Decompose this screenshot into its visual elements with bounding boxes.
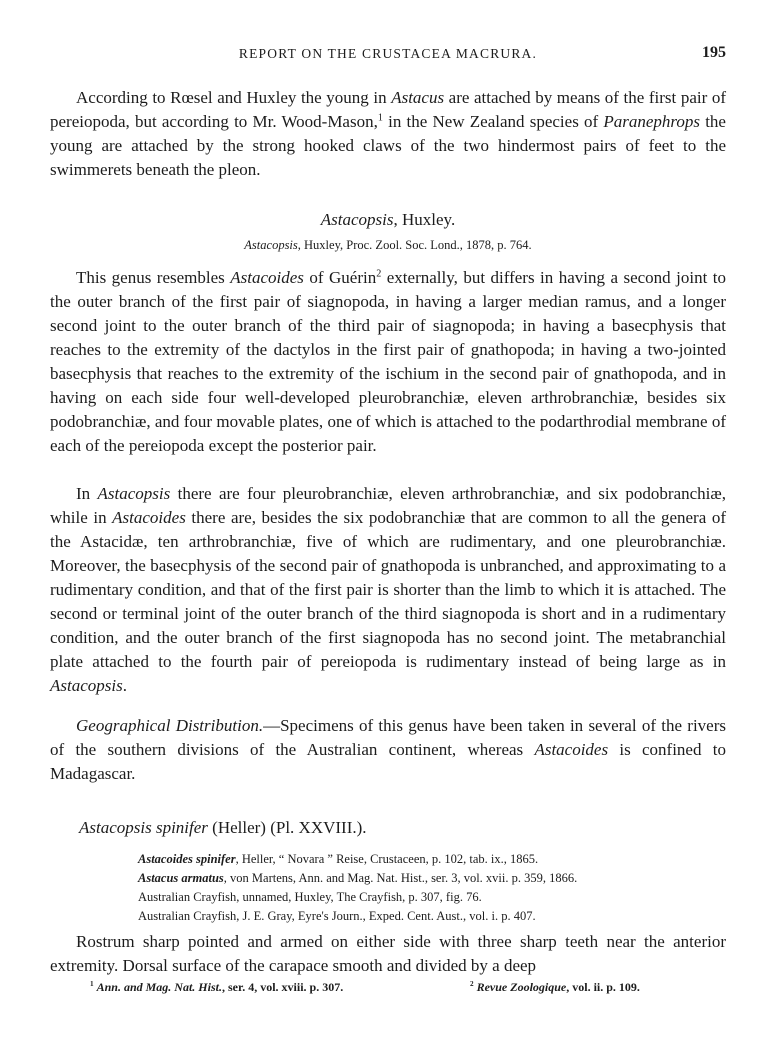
footnote-ref-2: 2: [376, 268, 382, 280]
synonymy-entry: Astacus armatus, von Martens, Ann. and Mag. Nat. Hist., ser. 3, vol. xvii. p. 359, 1866.: [138, 871, 578, 885]
footnote-1: $^1$ Ann. and Mag. Nat. Hist., ser. 4, vol. xviii. p. 307.: [90, 980, 344, 994]
distribution-label: Geographical Distribution.: [76, 716, 264, 735]
synonymy-entry: Australian Crayfish, unnamed, Huxley, The Crayfish, p. 307, fig. 76.: [138, 890, 482, 904]
synonymy-entry: Australian Crayfish, J. E. Gray, Eyre's Journ., Exped. Cent. Aust., vol. i. p. 407.: [138, 909, 536, 923]
running-header: [50, 46, 726, 66]
footnote-ref-1: 1: [377, 112, 383, 124]
paragraph-intro: According to Rœsel and Huxley the young in Astacus are attached by means of the first pair of pereiopoda, but according to Mr. Wood-Mason,$^1$ in the New Zealand species of Paranephrops the young are attached by the strong hooked claws of the two hindermost pairs of feet to the swimmerets beneath the pleon.: [50, 88, 726, 179]
running-title: REPORT ON THE CRUSTACEA MACRURA.: [238, 46, 538, 61]
footnote-2: $^2$ Revue Zoologique, vol. ii. p. 109.: [470, 980, 640, 994]
paragraph-genus-comparison: In Astacopsis there are four pleurobranchiæ, eleven arthrobranchiæ, and six podobranchiæ, while in Astacoides there are, besides the six podobranchiæ that are common to all the genera of the Astacidæ, ten arthrobranchiæ, five of which are rudimentary, and one pleurobranchiæ. Moreover, the basecphysis of the second pair of gnathopoda is unbranched, and approximating to a rudimentary condition, and that of the first pair is shorter than the limb to which it is attached. The second or terminal joint of the outer branch of the third siagnopoda is short and in a rudimentary condition, and the outer branch of the first siagnopoda has no second joint. The metabranchial plate attached to the fourth pair of pereiopoda is rudimentary instead of being large as in Astacopsis.: [50, 484, 726, 695]
page-number: 195: [702, 44, 726, 61]
paragraph-genus-description: This genus resembles Astacoides of Guérin$^2$ externally, but differs in having a second joint to the outer branch of the first pair of siagnopoda, in having a larger median ramus, and a longer second joint to the outer branch of the third pair of siagnopoda; in having a basecphysis that reaches to the extremity of the dactylos in the first pair of gnathopoda; in having a two-jointed basecphysis that reaches to the extremity of the ischium in the second pair of gnathopoda, and in having on each side four well-developed pleurobranchiæ, eleven arthrobranchiæ, besides six podobranchiæ, and four movable plates, one of which is attached to the podarthrodial membrane of each of the pereiopoda except the posterior pair.: [50, 268, 726, 455]
synonymy-entry: Astacoides spinifer, Heller, “ Novara ” Reise, Crustaceen, p. 102, tab. ix., 1865.: [138, 852, 539, 866]
genus-reference: Astacopsis, Huxley, Proc. Zool. Soc. Lond., 1878, p. 764.: [244, 238, 532, 252]
paragraph-distribution: Geographical Distribution.—Specimens of this genus have been taken in several of the rivers of the southern divisions of the Australian continent, whereas Astacoides is confined to Madagascar.: [50, 716, 726, 783]
species-heading: Astacopsis spinifer (Heller) (Pl. XXVIII.).: [79, 818, 367, 837]
paragraph-species-description: Rostrum sharp pointed and armed on either side with three sharp teeth near the anterior extremity. Dorsal surface of the carapace smooth and divided by a deep: [50, 932, 726, 975]
footnotes: [60, 980, 716, 998]
genus-heading: Astacopsis, Huxley.: [320, 210, 456, 229]
synonymy-list: [138, 850, 577, 926]
